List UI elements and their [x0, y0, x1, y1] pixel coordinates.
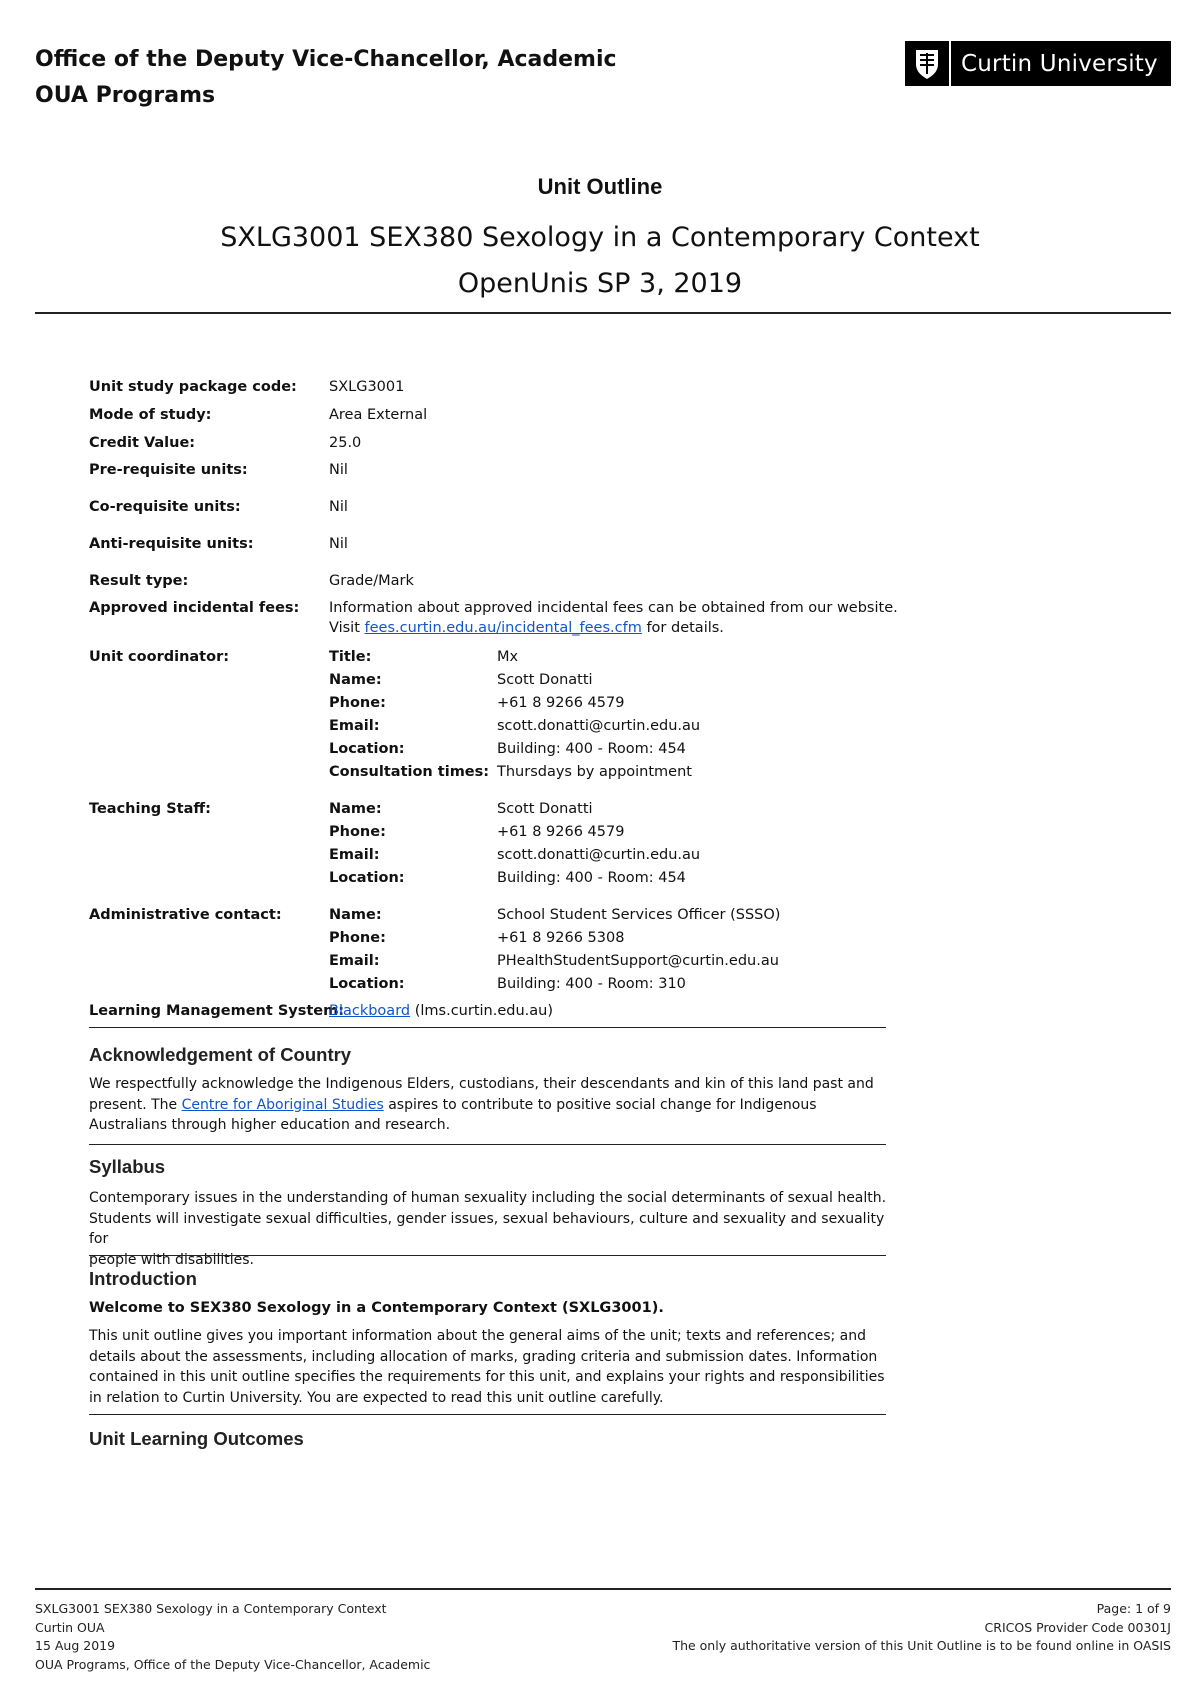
- admin-location-label: Location:: [329, 976, 405, 992]
- footer-office: OUA Programs, Office of the Deputy Vice-Chancellor, Academic: [35, 1656, 431, 1672]
- coordinator-title: Mx: [497, 649, 519, 665]
- syllabus-heading: Syllabus: [89, 1156, 166, 1177]
- fees-after: for details.: [641, 620, 724, 636]
- logo-text: Curtin University: [961, 50, 1158, 77]
- teaching-staff-label: Teaching Staff:: [89, 801, 211, 817]
- admin-location: Building: 400 - Room: 310: [497, 976, 686, 992]
- introduction-line3: contained in this unit outline specifies the requirements for this unit, and explains your rights and responsibilities: [89, 1369, 885, 1385]
- footer-unit: SXLG3001 SEX380 Sexology in a Contemporary Context: [35, 1601, 387, 1616]
- section-divider: [89, 1255, 886, 1256]
- result-type-value: Grade/Mark: [329, 573, 414, 589]
- admin-phone-label: Phone:: [329, 930, 386, 946]
- syllabus-line3: people with disabilities.: [89, 1251, 254, 1268]
- fees-link[interactable]: fees.curtin.edu.au/incidental_fees.cfm: [364, 620, 642, 636]
- fees-label: Approved incidental fees:: [89, 600, 300, 616]
- section-divider: [89, 1414, 886, 1415]
- admin-email: PHealthStudentSupport@curtin.edu.au: [497, 953, 779, 969]
- coordinator-email: scott.donatti@curtin.edu.au: [497, 718, 701, 734]
- antireq-value: Nil: [329, 536, 348, 552]
- coordinator-location: Building: 400 - Room: 454: [497, 741, 686, 757]
- crest-icon: [905, 41, 951, 86]
- prereq-label: Pre-requisite units:: [89, 462, 248, 478]
- coordinator-name-label: Name:: [329, 672, 382, 688]
- credit-label: Credit Value:: [89, 435, 196, 451]
- lms-label: Learning Management System:: [89, 1003, 345, 1019]
- acknowledgement-line1: We respectfully acknowledge the Indigenous Elders, custodians, their descendants and kin of this land past and: [89, 1076, 874, 1092]
- teaching-phone-label: Phone:: [329, 824, 386, 840]
- coordinator-location-label: Location:: [329, 741, 405, 757]
- footer-authoritative-note: The only authoritative version of this Unit Outline is to be found online in OASIS: [672, 1638, 1171, 1653]
- introduction-line2: details about the assessments, including allocation of marks, grading criteria and submission dates. Information: [89, 1348, 878, 1365]
- coreq-label: Co-requisite units:: [89, 499, 241, 515]
- coordinator-phone: +61 8 9266 4579: [497, 695, 625, 711]
- lms-value: [329, 1003, 553, 1019]
- introduction-heading: Introduction: [89, 1268, 197, 1289]
- admin-name: School Student Services Officer (SSSO): [497, 907, 781, 923]
- acknowledgement-heading: Acknowledgement of Country: [89, 1044, 352, 1065]
- footer-left: [35, 1600, 430, 1674]
- prereq-value: Nil: [329, 462, 348, 478]
- introduction-welcome: Welcome to SEX380 Sexology in a Contemporary Context (SXLG3001).: [89, 1300, 664, 1316]
- footer-divider: [35, 1588, 1171, 1590]
- teaching-email-label: Email:: [329, 847, 380, 863]
- fees-visit: Visit: [329, 620, 365, 636]
- office-line2: OUA Programs: [35, 83, 216, 108]
- lms-url: (lms.curtin.edu.au): [410, 1003, 553, 1019]
- title-divider: [35, 312, 1171, 314]
- syllabus-text: [89, 1188, 889, 1270]
- acknowledgement-line2-end: aspires to contribute to positive social change for Indigenous: [383, 1096, 817, 1113]
- coreq-value: Nil: [329, 499, 348, 515]
- teaching-name-label: Name:: [329, 801, 382, 817]
- credit-value: 25.0: [329, 435, 362, 451]
- syllabus-line1: Contemporary issues in the understanding of human sexuality including the social determinants of sexual health.: [89, 1190, 887, 1206]
- teaching-email: scott.donatti@curtin.edu.au: [497, 847, 701, 863]
- mode-value: Area External: [329, 407, 428, 423]
- coordinator-consult: Thursdays by appointment: [497, 764, 692, 780]
- footer-cricos: CRICOS Provider Code 00301J: [984, 1619, 1171, 1635]
- admin-phone: +61 8 9266 5308: [497, 930, 625, 946]
- coordinator-phone-label: Phone:: [329, 695, 386, 711]
- admin-contact-label: Administrative contact:: [89, 907, 282, 923]
- section-divider: [89, 1027, 886, 1028]
- section-divider: [89, 1144, 886, 1145]
- teaching-name: Scott Donatti: [497, 801, 593, 817]
- acknowledgement-text: [89, 1074, 889, 1136]
- unit-period: OpenUnis SP 3, 2019: [457, 268, 743, 299]
- coordinator-consult-label: Consultation times:: [329, 764, 490, 780]
- office-heading: [35, 42, 617, 114]
- footer-campus: Curtin OUA: [35, 1619, 105, 1635]
- learning-outcomes-heading: Unit Learning Outcomes: [89, 1428, 304, 1449]
- centre-aboriginal-studies-link[interactable]: Centre for Aboriginal Studies: [181, 1096, 384, 1113]
- antireq-label: Anti-requisite units:: [89, 536, 254, 552]
- coordinator-name: Scott Donatti: [497, 672, 593, 688]
- teaching-phone: +61 8 9266 4579: [497, 824, 625, 840]
- curtin-logo: [905, 41, 1171, 86]
- acknowledgement-line2: [89, 1095, 889, 1116]
- admin-name-label: Name:: [329, 907, 382, 923]
- study-code-label: Unit study package code:: [89, 379, 297, 395]
- introduction-line1: This unit outline gives you important information about the general aims of the unit; texts and references; and: [89, 1328, 866, 1344]
- office-line1: Office of the Deputy Vice-Chancellor, Academic: [35, 47, 617, 72]
- teaching-location: Building: 400 - Room: 454: [497, 870, 686, 886]
- introduction-line4: in relation to Curtin University. You are expected to read this unit outline carefully.: [89, 1389, 664, 1406]
- acknowledgement-line2-start: present. The: [89, 1096, 182, 1113]
- page-heading: Unit Outline: [537, 174, 663, 199]
- mode-label: Mode of study:: [89, 407, 212, 423]
- acknowledgement-line3: Australians through higher education and research.: [89, 1117, 451, 1133]
- footer-date: 15 Aug 2019: [35, 1638, 116, 1653]
- study-code-value: SXLG3001: [329, 379, 405, 395]
- unit-title: SXLG3001 SEX380 Sexology in a Contemporary Context: [220, 222, 980, 253]
- coordinator-title-label: Title:: [329, 649, 372, 665]
- coordinator-label: Unit coordinator:: [89, 649, 230, 665]
- result-type-label: Result type:: [89, 573, 189, 589]
- footer-page-number: Page: 1 of 9: [1096, 1601, 1171, 1616]
- introduction-text: [89, 1326, 889, 1408]
- footer-right: [672, 1600, 1171, 1656]
- fees-line2: [329, 620, 724, 636]
- coordinator-email-label: Email:: [329, 718, 380, 734]
- fees-line1: Information about approved incidental fees can be obtained from our website.: [329, 600, 898, 616]
- blackboard-link[interactable]: Blackboard: [329, 1003, 411, 1019]
- teaching-location-label: Location:: [329, 870, 405, 886]
- admin-email-label: Email:: [329, 953, 380, 969]
- syllabus-line2: Students will investigate sexual difficulties, gender issues, sexual behaviours, culture and sexuality and sexuality for: [89, 1210, 885, 1247]
